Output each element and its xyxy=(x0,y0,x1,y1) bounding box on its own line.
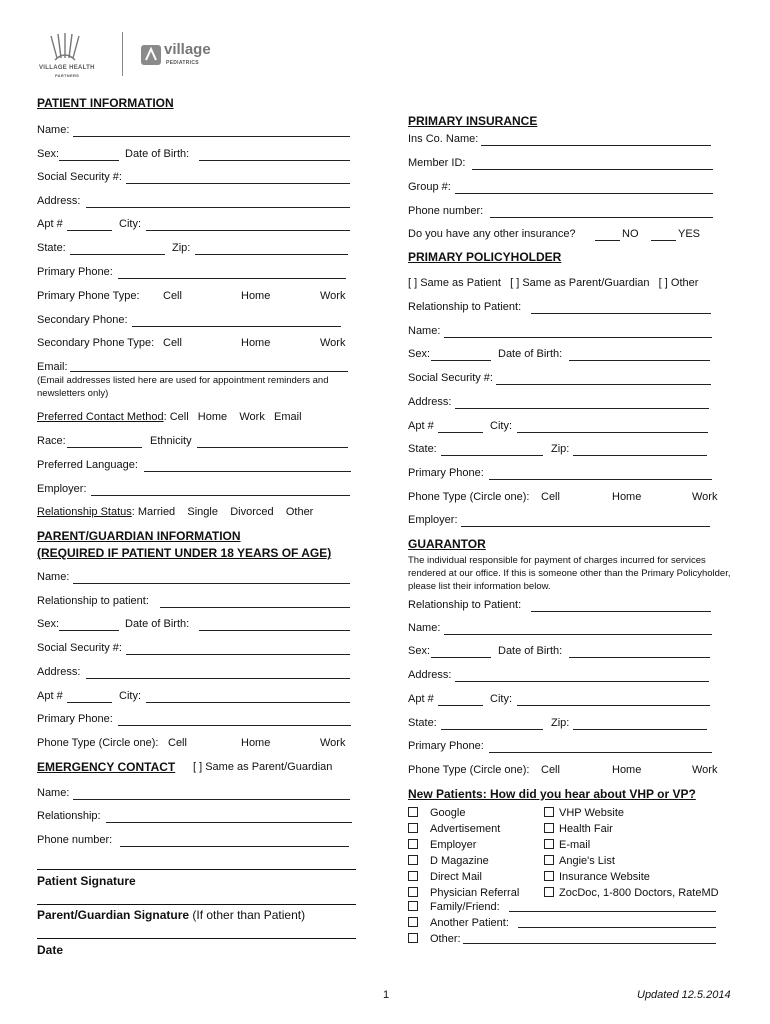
parent-primary-phone-label: Primary Phone: xyxy=(37,713,113,725)
policyholder-state-label: State: xyxy=(408,443,437,455)
policyholder-sex-field[interactable] xyxy=(431,360,491,361)
referral-option-direct-mail[interactable]: Direct Mail xyxy=(408,869,519,885)
parent-phone-type-cell[interactable]: Cell xyxy=(168,737,187,749)
checkbox-icon[interactable] xyxy=(544,887,554,897)
patient-dob-field[interactable] xyxy=(199,160,350,161)
policyholder-city-field[interactable] xyxy=(517,432,708,433)
guarantor-sex-label: Sex: xyxy=(408,645,431,657)
guarantor-zip-field[interactable] xyxy=(573,729,707,730)
guarantor-zip-label: Zip: xyxy=(551,717,570,729)
referral-option-angies-list[interactable]: Angie's List xyxy=(544,853,719,869)
patient-name-field[interactable] xyxy=(73,136,350,137)
checkbox-icon[interactable] xyxy=(544,839,554,849)
vhp-logo-name: VILLAGE HEALTH xyxy=(39,65,95,71)
guarantor-relationship-label: Relationship to Patient: xyxy=(408,599,522,611)
insurance-company-field[interactable] xyxy=(481,145,711,146)
emergency-name-label: Name: xyxy=(37,787,70,799)
emergency-relationship-label: Relationship: xyxy=(37,810,101,822)
guarantor-relationship-field[interactable] xyxy=(531,611,711,612)
policyholder-relationship-label: Relationship to Patient: xyxy=(408,301,522,313)
policyholder-address-field[interactable] xyxy=(455,408,709,409)
patient-address-label: Address: xyxy=(37,195,81,207)
policyholder-ssn-label: Social Security #: xyxy=(408,372,493,384)
patient-signature-line[interactable] xyxy=(37,869,356,870)
vhp-logo xyxy=(37,30,95,78)
vhp-logo-mark-icon xyxy=(37,30,92,64)
insurance-other-no-blank[interactable] xyxy=(595,240,620,241)
parent-city-label: City: xyxy=(119,690,141,702)
patient-dob-label: Date of Birth: xyxy=(125,148,190,160)
patient-sex-field[interactable] xyxy=(59,160,119,161)
parent-relationship-field[interactable] xyxy=(160,607,350,608)
policyholder-primary-phone-field[interactable] xyxy=(489,479,712,480)
patient-secondary-phone-label: Secondary Phone: xyxy=(37,314,128,326)
policyholder-employer-label: Employer: xyxy=(408,514,458,526)
patient-secondary-phone-type-home[interactable]: Home xyxy=(241,337,271,349)
parent-ssn-field[interactable] xyxy=(126,654,350,655)
patient-race-field[interactable] xyxy=(67,447,142,448)
insurance-other-yes: YES xyxy=(678,228,701,240)
checkbox-icon[interactable] xyxy=(408,901,418,911)
parent-sex-label: Sex: xyxy=(37,618,60,630)
patient-primary-phone-field[interactable] xyxy=(118,278,346,279)
vp-logo-mark-icon xyxy=(140,44,162,66)
parent-dob-field[interactable] xyxy=(199,630,350,631)
patient-city-label: City: xyxy=(119,218,141,230)
parent-apt-field[interactable] xyxy=(67,702,112,703)
patient-primary-phone-type-label: Primary Phone Type: xyxy=(37,290,140,302)
referral-option-employer[interactable]: Employer xyxy=(408,837,519,853)
guarantor-phone-type-cell[interactable]: Cell xyxy=(541,764,560,776)
checkbox-icon[interactable] xyxy=(408,917,418,927)
insurance-company-label: Ins Co. Name: xyxy=(408,133,479,145)
guarantor-city-field[interactable] xyxy=(517,705,710,706)
new-patients-heading: New Patients: How did you hear about VHP or VP? xyxy=(408,787,696,801)
referral-left-list xyxy=(408,805,519,901)
insurance-other-yes-blank[interactable] xyxy=(651,240,676,241)
parent-phone-type-label: Phone Type (Circle one): xyxy=(37,737,159,749)
patient-address-field[interactable] xyxy=(86,207,350,208)
guarantor-primary-phone-field[interactable] xyxy=(489,752,712,753)
patient-sex-label: Sex: xyxy=(37,148,60,160)
patient-preferred-contact xyxy=(37,411,302,423)
guarantor-dob-label: Date of Birth: xyxy=(498,645,563,657)
guarantor-note: The individual responsible for payment of charges incurred for services rendered at our office. If this is someone other than the Primary Policyholder, please list their information below. xyxy=(408,555,731,592)
patient-zip-field[interactable] xyxy=(195,254,348,255)
policyholder-state-field[interactable] xyxy=(441,455,543,456)
policyholder-phone-type-label: Phone Type (Circle one): xyxy=(408,491,530,503)
patient-preferred-language-field[interactable] xyxy=(144,471,351,472)
guarantor-city-label: City: xyxy=(490,693,512,705)
patient-apt-label: Apt # xyxy=(37,218,63,230)
updated-date: Updated 12.5.2014 xyxy=(637,989,731,1001)
referral-option-other[interactable]: Other: xyxy=(408,933,461,945)
policyholder-name-field[interactable] xyxy=(444,337,712,338)
vp-logo-sub: PEDIATRICS xyxy=(166,60,199,66)
policyholder-name-label: Name: xyxy=(408,325,441,337)
patient-primary-phone-type-home[interactable]: Home xyxy=(241,290,271,302)
parent-address-label: Address: xyxy=(37,666,81,678)
patient-preferred-contact-label: Preferred Contact Method xyxy=(37,411,164,423)
patient-primary-phone-type-cell[interactable]: Cell xyxy=(163,290,182,302)
referral-another-patient-field[interactable] xyxy=(518,927,716,928)
guarantor-phone-type-label: Phone Type (Circle one): xyxy=(408,764,530,776)
patient-relationship-status-options[interactable]: : Married Single Divorced Other xyxy=(131,506,314,518)
patient-state-field[interactable] xyxy=(70,254,165,255)
referral-family-field[interactable] xyxy=(509,911,716,912)
referral-option-d-magazine[interactable]: D Magazine xyxy=(408,853,519,869)
parent-relationship-label: Relationship to patient: xyxy=(37,595,149,607)
emergency-same-as-checkbox[interactable]: [ ] Same as Parent/Guardian xyxy=(193,761,333,773)
checkbox-icon[interactable] xyxy=(544,807,554,817)
referral-option-email[interactable]: E-mail xyxy=(544,837,719,853)
patient-apt-field[interactable] xyxy=(67,230,112,231)
policyholder-sex-label: Sex: xyxy=(408,348,431,360)
insurance-phone-label: Phone number: xyxy=(408,205,484,217)
parent-heading-1: PARENT/GUARDIAN INFORMATION xyxy=(37,529,241,543)
emergency-heading: EMERGENCY CONTACT xyxy=(37,760,176,774)
insurance-other-label: Do you have any other insurance? xyxy=(408,228,576,240)
patient-ethnicity-label: Ethnicity xyxy=(150,435,192,447)
patient-email-note: (Email addresses listed here are used for appointment reminders and newsletters only) xyxy=(37,375,329,399)
insurance-heading: PRIMARY INSURANCE xyxy=(408,114,538,128)
patient-ethnicity-field[interactable] xyxy=(197,447,348,448)
policyholder-heading: PRIMARY POLICYHOLDER xyxy=(408,250,562,264)
insurance-phone-field[interactable] xyxy=(490,217,713,218)
parent-sex-field[interactable] xyxy=(59,630,119,631)
insurance-member-id-field[interactable] xyxy=(472,169,713,170)
parent-name-field[interactable] xyxy=(73,583,350,584)
policyholder-city-label: City: xyxy=(490,420,512,432)
policyholder-apt-field[interactable] xyxy=(438,432,483,433)
policyholder-phone-type-cell[interactable]: Cell xyxy=(541,491,560,503)
checkbox-icon[interactable] xyxy=(544,871,554,881)
checkbox-icon[interactable] xyxy=(544,823,554,833)
patient-secondary-phone-field[interactable] xyxy=(132,326,341,327)
parent-phone-type-home[interactable]: Home xyxy=(241,737,271,749)
patient-secondary-phone-type-cell[interactable]: Cell xyxy=(163,337,182,349)
referral-option-another-patient[interactable]: Another Patient: xyxy=(408,917,509,929)
parent-address-field[interactable] xyxy=(86,678,350,679)
parent-signature-note: (If other than Patient) xyxy=(189,908,306,922)
patient-relationship-status-label: Relationship Status xyxy=(37,506,132,518)
guarantor-address-field[interactable] xyxy=(455,681,709,682)
checkbox-icon[interactable] xyxy=(408,887,418,897)
checkbox-icon[interactable] xyxy=(544,855,554,865)
parent-name-label: Name: xyxy=(37,571,70,583)
referral-option-health-fair[interactable]: Health Fair xyxy=(544,821,719,837)
policyholder-options[interactable]: [ ] Same as Patient [ ] Same as Parent/Guardian [ ] Other xyxy=(408,277,699,289)
guarantor-state-label: State: xyxy=(408,717,437,729)
parent-city-field[interactable] xyxy=(146,702,350,703)
policyholder-employer-field[interactable] xyxy=(461,526,710,527)
policyholder-relationship-field[interactable] xyxy=(531,313,711,314)
guarantor-name-field[interactable] xyxy=(444,634,712,635)
checkbox-icon[interactable] xyxy=(408,933,418,943)
patient-primary-phone-label: Primary Phone: xyxy=(37,266,113,278)
referral-option-zocdoc[interactable]: ZocDoc, 1-800 Doctors, RateMD xyxy=(544,885,719,901)
patient-preferred-language-label: Preferred Language: xyxy=(37,459,138,471)
emergency-name-field[interactable] xyxy=(73,799,350,800)
checkbox-icon[interactable] xyxy=(408,807,418,817)
guarantor-state-field[interactable] xyxy=(441,729,543,730)
patient-employer-label: Employer: xyxy=(37,483,87,495)
patient-relationship-status xyxy=(37,506,313,518)
insurance-other-no: NO xyxy=(622,228,639,240)
guarantor-dob-field[interactable] xyxy=(569,657,710,658)
referral-option-advertisement[interactable]: Advertisement xyxy=(408,821,519,837)
insurance-group-field[interactable] xyxy=(455,193,713,194)
referral-option-vhp-website[interactable]: VHP Website xyxy=(544,805,719,821)
checkbox-icon[interactable] xyxy=(408,839,418,849)
guarantor-name-label: Name: xyxy=(408,622,441,634)
vp-logo xyxy=(140,42,220,72)
policyholder-zip-field[interactable] xyxy=(573,455,707,456)
patient-email-label: Email: xyxy=(37,361,68,373)
patient-secondary-phone-type-label: Secondary Phone Type: xyxy=(37,337,155,349)
referral-option-family[interactable]: Family/Friend: xyxy=(408,901,500,913)
vhp-logo-sub: PARTNERS xyxy=(55,73,80,78)
patient-email-field[interactable] xyxy=(70,371,348,372)
patient-name-label: Name: xyxy=(37,124,70,136)
policyholder-zip-label: Zip: xyxy=(551,443,570,455)
patient-preferred-contact-options[interactable]: : Cell Home Work Email xyxy=(163,411,302,423)
policyholder-primary-phone-label: Primary Phone: xyxy=(408,467,484,479)
patient-secondary-phone-type-work[interactable]: Work xyxy=(320,337,346,349)
patient-ssn-label: Social Security #: xyxy=(37,171,122,183)
emergency-relationship-field[interactable] xyxy=(106,822,352,823)
parent-heading-2: (REQUIRED IF PATIENT UNDER 18 YEARS OF AGE) xyxy=(37,546,332,560)
patient-state-label: State: xyxy=(37,242,66,254)
checkbox-icon[interactable] xyxy=(408,855,418,865)
patient-city-field[interactable] xyxy=(146,230,350,231)
guarantor-apt-field[interactable] xyxy=(438,705,483,706)
guarantor-apt-label: Apt # xyxy=(408,693,434,705)
policyholder-phone-type-work[interactable]: Work xyxy=(692,491,718,503)
vp-logo-name: village xyxy=(164,41,211,58)
parent-ssn-label: Social Security #: xyxy=(37,642,122,654)
checkbox-icon[interactable] xyxy=(408,871,418,881)
patient-race-label: Race: xyxy=(37,435,66,447)
parent-apt-label: Apt # xyxy=(37,690,63,702)
guarantor-primary-phone-label: Primary Phone: xyxy=(408,740,484,752)
emergency-phone-field[interactable] xyxy=(120,846,349,847)
parent-primary-phone-field[interactable] xyxy=(118,725,351,726)
policyholder-ssn-field[interactable] xyxy=(496,384,711,385)
policyholder-address-label: Address: xyxy=(408,396,452,408)
parent-signature-label-bold: Parent/Guardian Signature xyxy=(37,908,190,922)
guarantor-heading: GUARANTOR xyxy=(408,537,486,551)
referral-option-physician-referral[interactable]: Physician Referral xyxy=(408,885,519,901)
parent-signature-line[interactable] xyxy=(37,904,356,905)
guarantor-address-label: Address: xyxy=(408,669,452,681)
insurance-member-id-label: Member ID: xyxy=(408,157,466,169)
logo-divider xyxy=(122,32,123,76)
date-label: Date xyxy=(37,943,64,957)
referral-other-field[interactable] xyxy=(463,943,716,944)
parent-signature-label xyxy=(37,908,305,922)
patient-employer-field[interactable] xyxy=(91,495,350,496)
emergency-phone-label: Phone number: xyxy=(37,834,113,846)
policyholder-dob-label: Date of Birth: xyxy=(498,348,563,360)
guarantor-phone-type-home[interactable]: Home xyxy=(612,764,642,776)
patient-primary-phone-type-work[interactable]: Work xyxy=(320,290,346,302)
parent-phone-type-work[interactable]: Work xyxy=(320,737,346,749)
referral-option-google[interactable]: Google xyxy=(408,805,519,821)
patient-ssn-field[interactable] xyxy=(126,183,350,184)
parent-dob-label: Date of Birth: xyxy=(125,618,190,630)
page-number: 1 xyxy=(383,989,390,1001)
referral-option-insurance-website[interactable]: Insurance Website xyxy=(544,869,719,885)
checkbox-icon[interactable] xyxy=(408,823,418,833)
guarantor-phone-type-work[interactable]: Work xyxy=(692,764,718,776)
policyholder-phone-type-home[interactable]: Home xyxy=(612,491,642,503)
patient-signature-label: Patient Signature xyxy=(37,874,136,888)
date-line[interactable] xyxy=(37,938,356,939)
patient-heading: PATIENT INFORMATION xyxy=(37,96,174,110)
referral-right-list xyxy=(544,805,719,901)
policyholder-apt-label: Apt # xyxy=(408,420,434,432)
patient-zip-label: Zip: xyxy=(172,242,191,254)
insurance-group-label: Group #: xyxy=(408,181,451,193)
policyholder-dob-field[interactable] xyxy=(569,360,710,361)
guarantor-sex-field[interactable] xyxy=(431,657,491,658)
